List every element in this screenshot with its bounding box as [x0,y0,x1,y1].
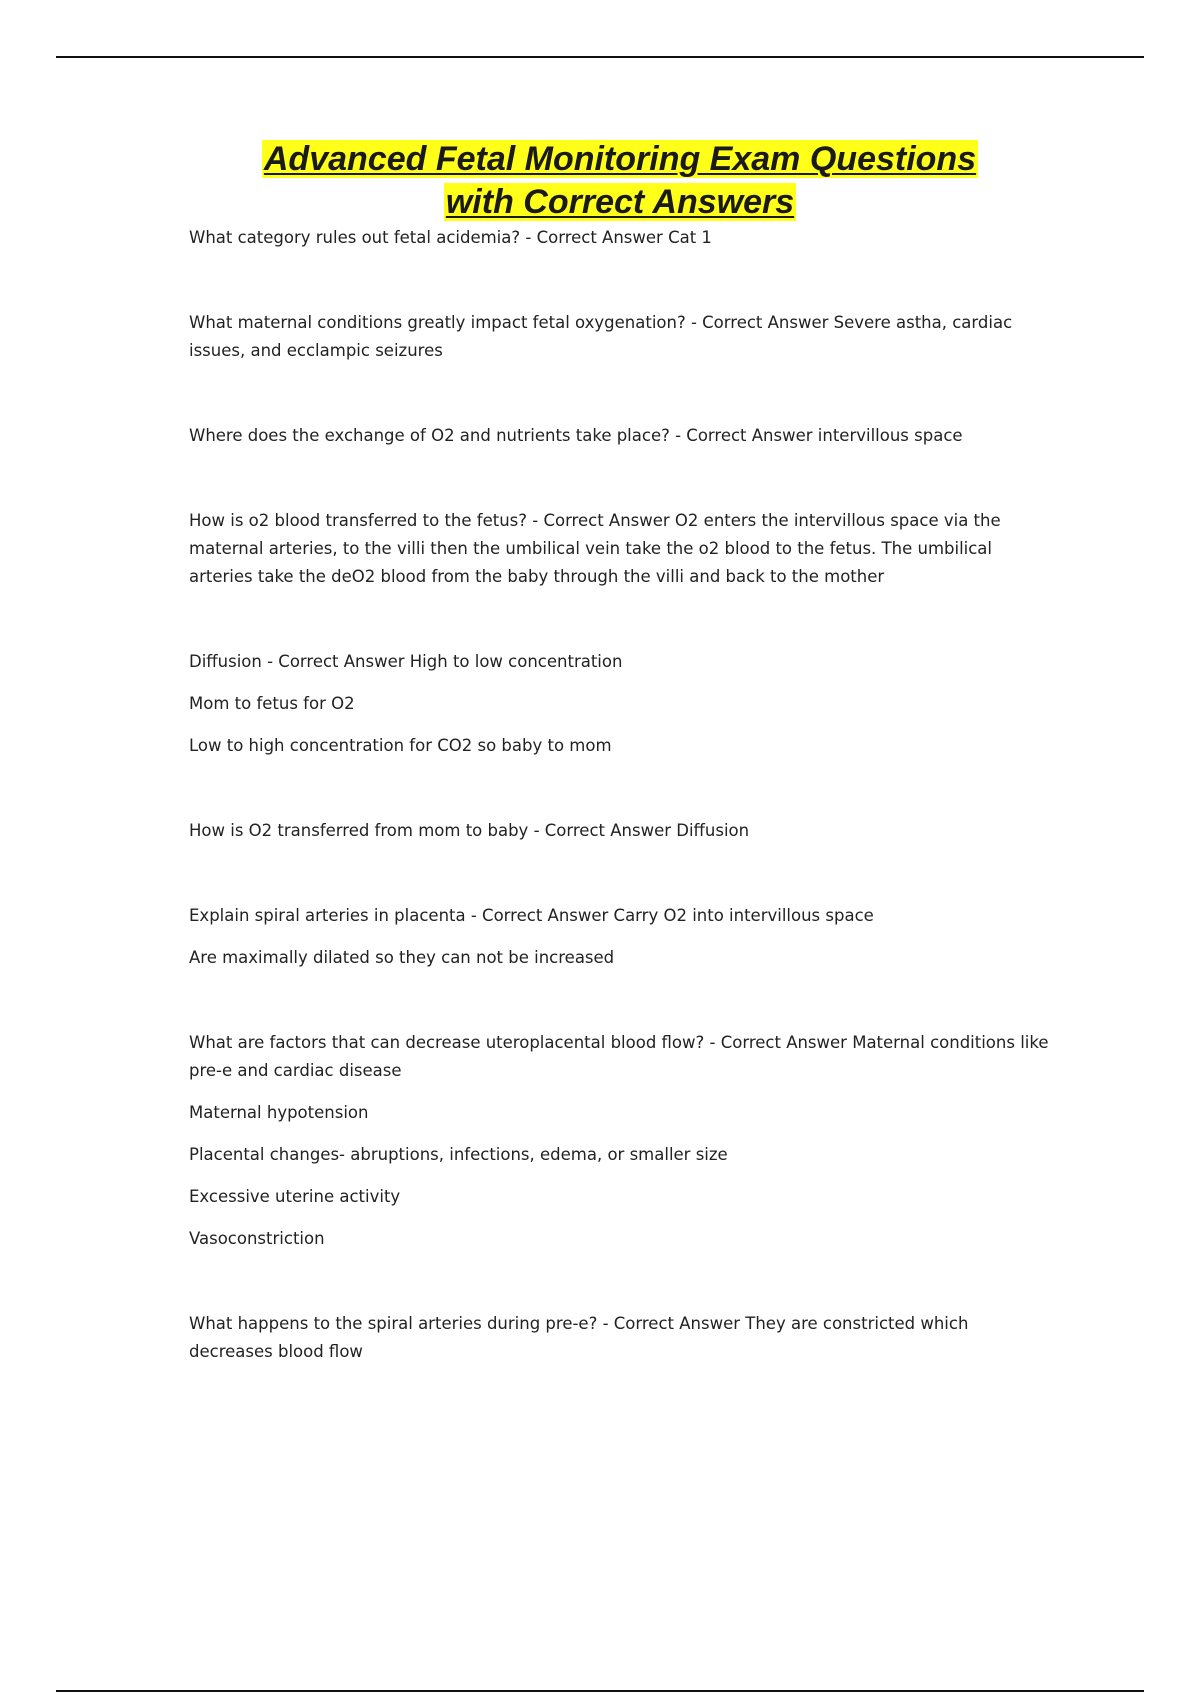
qa-line: What maternal conditions greatly impact fetal oxygenation? - Correct Answer Severe astha, cardiac issues, and ecclampic seizures [189,313,1013,360]
title-line-2: with Correct Answers [445,183,795,221]
qa-line: Where does the exchange of O2 and nutrients take place? - Correct Answer intervillous space [189,426,963,445]
qa-line: What happens to the spiral arteries during pre-e? - Correct Answer They are constricted which decreases blood flow [189,1314,969,1361]
qa-line: Maternal hypotension [189,1103,369,1122]
title-line-1: Advanced Fetal Monitoring Exam Questions [263,140,977,178]
qa-line: Mom to fetus for O2 [189,694,355,713]
document-body [189,224,1049,1366]
document-title [190,138,1050,224]
qa-line: Diffusion - Correct Answer High to low concentration [189,652,623,671]
bottom-rule [56,1690,1144,1692]
qa-line: Low to high concentration for CO2 so baby to mom [189,736,612,755]
qa-line: Vasoconstriction [189,1229,325,1248]
top-rule [56,56,1144,58]
qa-line: Explain spiral arteries in placenta - Correct Answer Carry O2 into intervillous space [189,906,874,925]
qa-line: How is o2 blood transferred to the fetus? - Correct Answer O2 enters the intervillous space via the maternal arteries, to the villi then the umbilical vein take the o2 blood to the fetus. The umbilical arteries take the deO2 blood from the baby through the villi and back to the mother [189,511,1001,586]
qa-line: What category rules out fetal acidemia? - Correct Answer Cat 1 [189,228,712,247]
qa-line: What are factors that can decrease uteroplacental blood flow? - Correct Answer Maternal conditions like pre-e and cardiac disease [189,1033,1049,1080]
qa-line: Placental changes- abruptions, infections, edema, or smaller size [189,1145,728,1164]
qa-line: Are maximally dilated so they can not be increased [189,948,615,967]
qa-line: Excessive uterine activity [189,1187,401,1206]
qa-line: How is O2 transferred from mom to baby - Correct Answer Diffusion [189,821,750,840]
